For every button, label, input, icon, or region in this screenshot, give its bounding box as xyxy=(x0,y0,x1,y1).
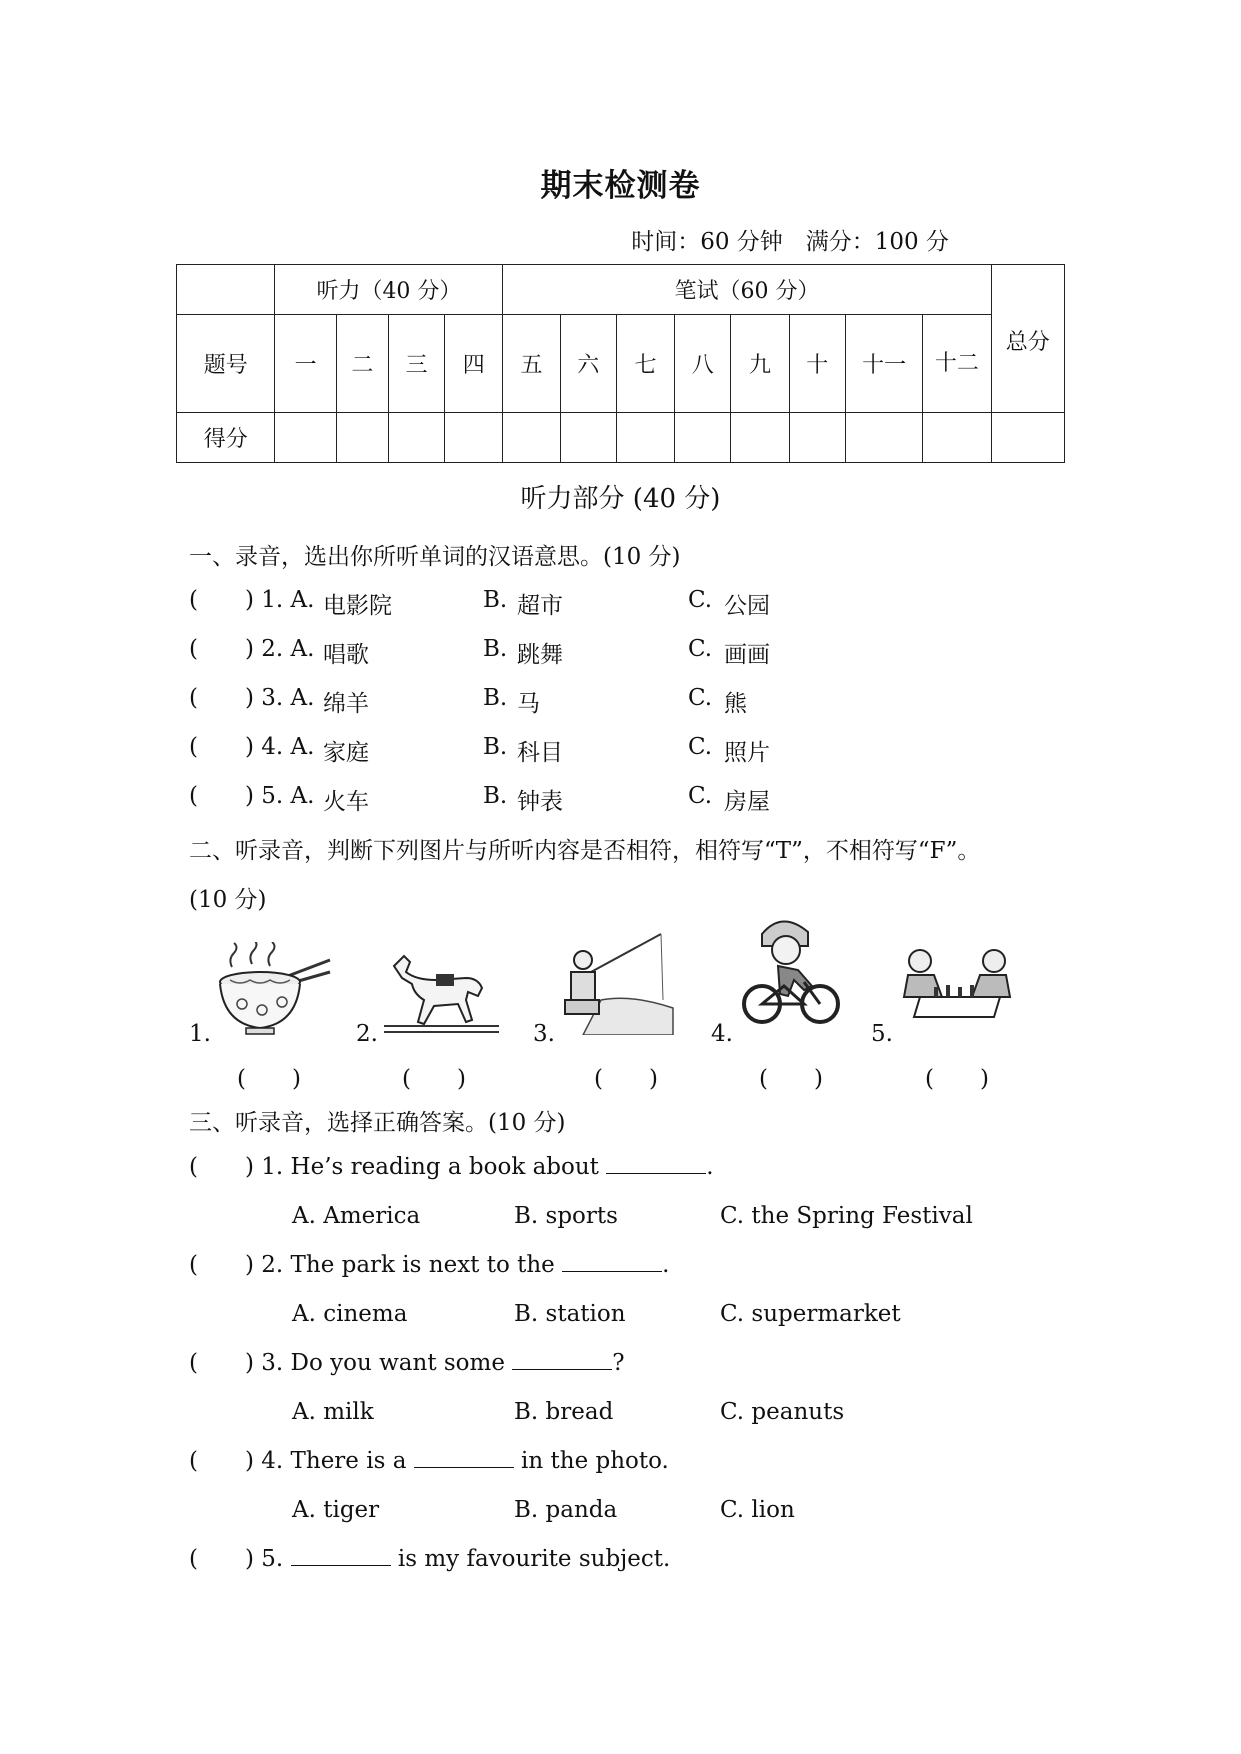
listening-header: 听力（40 分） xyxy=(275,265,503,315)
question-text xyxy=(245,1252,669,1278)
answer-blank[interactable] xyxy=(562,1253,662,1272)
score-cell[interactable] xyxy=(845,413,922,463)
column-label: 三 xyxy=(388,315,444,413)
question-text xyxy=(245,1546,670,1572)
item-number: ) 1. A. xyxy=(245,587,315,613)
question-stem: ) 4. There is a xyxy=(245,1448,414,1474)
question-text xyxy=(245,1154,714,1180)
score-table-corner xyxy=(177,265,275,315)
listening-section-title: 听力部分 (40 分) xyxy=(520,484,721,514)
option-a: 家庭 xyxy=(323,740,369,766)
fishing-man-icon xyxy=(561,930,676,1035)
score-table xyxy=(176,264,1065,463)
column-label: 八 xyxy=(675,315,731,413)
question-end: . xyxy=(706,1154,714,1180)
picture-number: 1. xyxy=(189,1021,211,1047)
picture-number: 5. xyxy=(871,1021,893,1047)
cyclist-icon xyxy=(742,912,842,1027)
chess-players-icon xyxy=(898,947,1016,1027)
picture-number: 3. xyxy=(533,1021,555,1047)
item-number: ) 5. A. xyxy=(245,783,315,809)
option-b: B. station xyxy=(514,1301,626,1327)
answer-blank[interactable] xyxy=(414,1449,514,1468)
question-stem: ) 3. Do you want some xyxy=(245,1350,513,1376)
option-a: 电影院 xyxy=(323,593,392,619)
column-label: 六 xyxy=(560,315,616,413)
horse-icon xyxy=(384,948,499,1038)
picture-number: 2. xyxy=(356,1021,378,1047)
question-stem: ) 1. He’s reading a book about xyxy=(245,1154,607,1180)
total-label: 总分 xyxy=(991,265,1064,413)
score-cell[interactable] xyxy=(675,413,731,463)
option-c-prefix: C. xyxy=(688,587,713,613)
option-a: 绵羊 xyxy=(323,691,369,717)
score-cell[interactable] xyxy=(445,413,503,463)
option-b-prefix: B. xyxy=(483,636,508,662)
option-c: C. the Spring Festival xyxy=(720,1203,973,1229)
question-text xyxy=(245,1448,669,1474)
option-c-prefix: C. xyxy=(688,734,713,760)
number-label: 题号 xyxy=(177,315,275,413)
option-b: 马 xyxy=(517,691,540,717)
option-a: A. America xyxy=(292,1203,421,1229)
open-paren: ( xyxy=(189,1448,198,1474)
answer-paren[interactable]: ( ) xyxy=(925,1066,989,1092)
total-score-cell[interactable] xyxy=(991,413,1064,463)
score-row xyxy=(177,413,1065,463)
option-c: 照片 xyxy=(724,740,770,766)
option-b-prefix: B. xyxy=(483,783,508,809)
open-paren: ( xyxy=(189,1546,198,1572)
option-a: A. tiger xyxy=(292,1497,380,1523)
column-label: 五 xyxy=(503,315,560,413)
item-number: ) 2. A. xyxy=(245,636,315,662)
noodle-bowl-icon xyxy=(212,942,332,1042)
score-cell[interactable] xyxy=(388,413,444,463)
answer-paren[interactable]: ( ) xyxy=(402,1066,466,1092)
column-label: 十一 xyxy=(845,315,922,413)
score-cell[interactable] xyxy=(731,413,789,463)
option-b: B. sports xyxy=(514,1203,618,1229)
option-b: 超市 xyxy=(517,593,563,619)
answer-paren[interactable]: ( ) xyxy=(594,1066,658,1092)
part3-heading: 三、听录音，选择正确答案。(10 分) xyxy=(189,1110,566,1136)
option-b: B. panda xyxy=(514,1497,618,1523)
item-number: ) 4. A. xyxy=(245,734,315,760)
open-paren: ( xyxy=(189,587,198,613)
writing-header: 笔试（60 分） xyxy=(503,265,991,315)
part1-heading: 一、录音，选出你所听单词的汉语意思。(10 分) xyxy=(189,544,681,570)
option-a: A. cinema xyxy=(292,1301,408,1327)
open-paren: ( xyxy=(189,636,198,662)
score-label: 得分 xyxy=(177,413,275,463)
question-end: . xyxy=(662,1252,670,1278)
answer-blank[interactable] xyxy=(606,1155,706,1174)
score-cell[interactable] xyxy=(923,413,991,463)
option-b: 科目 xyxy=(517,740,563,766)
option-b: 跳舞 xyxy=(517,642,563,668)
option-b: B. bread xyxy=(514,1399,614,1425)
option-c-prefix: C. xyxy=(688,685,713,711)
open-paren: ( xyxy=(189,1350,198,1376)
option-c: 公园 xyxy=(724,593,770,619)
answer-blank[interactable] xyxy=(291,1547,391,1566)
column-label: 十二 xyxy=(923,315,991,413)
question-text xyxy=(245,1350,625,1376)
answer-blank[interactable] xyxy=(512,1351,612,1370)
option-a: 火车 xyxy=(323,789,369,815)
open-paren: ( xyxy=(189,1252,198,1278)
picture-number: 4. xyxy=(711,1021,733,1047)
part2-points: (10 分) xyxy=(189,887,267,913)
answer-paren[interactable]: ( ) xyxy=(237,1066,301,1092)
column-label: 九 xyxy=(731,315,789,413)
question-stem: ) 2. The park is next to the xyxy=(245,1252,563,1278)
option-b: 钟表 xyxy=(517,789,563,815)
column-label: 七 xyxy=(616,315,674,413)
part2-heading: 二、听录音，判断下列图片与所听内容是否相符，相符写“T”，不相符写“F”。 xyxy=(189,838,981,864)
score-cell[interactable] xyxy=(336,413,388,463)
question-end: in the photo. xyxy=(513,1448,669,1474)
option-c: C. peanuts xyxy=(720,1399,845,1425)
answer-paren[interactable]: ( ) xyxy=(759,1066,823,1092)
option-c: 画画 xyxy=(724,642,770,668)
question-number-row xyxy=(177,315,1065,413)
score-cell[interactable] xyxy=(503,413,560,463)
option-c-prefix: C. xyxy=(688,636,713,662)
option-c: 熊 xyxy=(724,691,747,717)
score-cell[interactable] xyxy=(275,413,336,463)
column-label: 一 xyxy=(275,315,336,413)
option-c: C. supermarket xyxy=(720,1301,901,1327)
open-paren: ( xyxy=(189,783,198,809)
open-paren: ( xyxy=(189,734,198,760)
open-paren: ( xyxy=(189,1154,198,1180)
question-stem: ) 5. xyxy=(245,1546,291,1572)
open-paren: ( xyxy=(189,685,198,711)
question-end: ? xyxy=(612,1350,625,1376)
question-end: is my favourite subject. xyxy=(390,1546,671,1572)
option-c: C. lion xyxy=(720,1497,795,1523)
score-cell[interactable] xyxy=(560,413,616,463)
exam-title: 期末检测卷 xyxy=(540,168,701,204)
score-cell[interactable] xyxy=(789,413,845,463)
score-cell[interactable] xyxy=(616,413,674,463)
column-label: 四 xyxy=(445,315,503,413)
option-a: A. milk xyxy=(292,1399,374,1425)
column-label: 二 xyxy=(336,315,388,413)
item-number: ) 3. A. xyxy=(245,685,315,711)
option-b-prefix: B. xyxy=(483,685,508,711)
column-label: 十 xyxy=(789,315,845,413)
option-b-prefix: B. xyxy=(483,587,508,613)
exam-time-and-points: 时间：60 分钟 满分：100 分 xyxy=(631,229,949,255)
option-b-prefix: B. xyxy=(483,734,508,760)
option-c-prefix: C. xyxy=(688,783,713,809)
option-a: 唱歌 xyxy=(323,642,369,668)
option-c: 房屋 xyxy=(724,789,770,815)
